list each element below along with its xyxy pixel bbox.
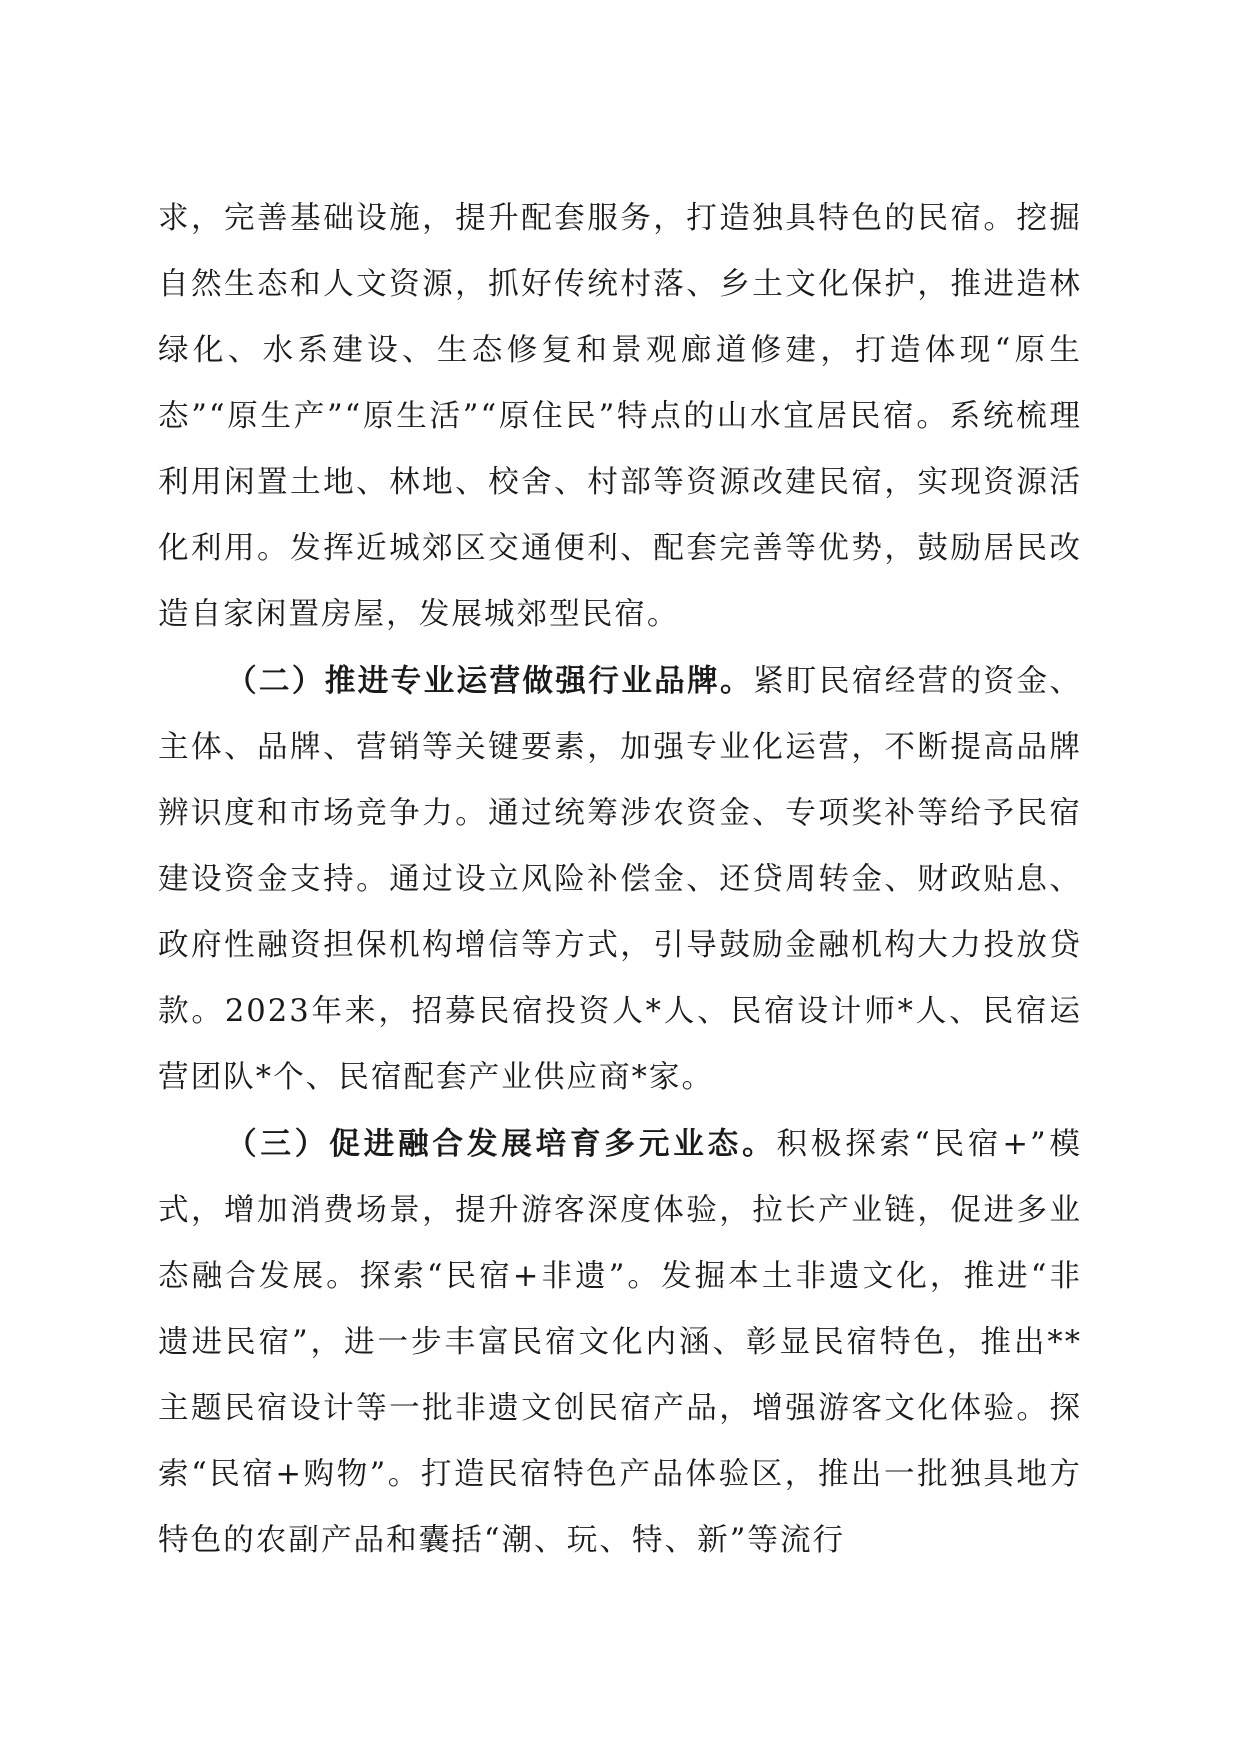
paragraph-professional-operation: [158, 648, 1082, 1111]
paragraph-3-body: 积极探索“民宿+”模式，增加消费场景，提升游客深度体验，拉长产业链，促进多业态融合发展。探索“民宿+非遗”。发掘本土非遗文化，推进“非遗进民宿”，进一步丰富民宿文化内涵、彰显民宿特色，推出**主题民宿设计等一批非遗文创民宿产品，增强游客文化体验。探索“民宿+购物”。打造民宿特色产品体验区，推出一批独具地方特色的农副产品和囊括“潮、玩、特、新”等流行: [158, 1127, 1082, 1558]
paragraph-integrated-development: [158, 1111, 1082, 1574]
paragraph-continued: [158, 186, 1082, 648]
paragraph-1-body: 求，完善基础设施，提升配套服务，打造独具特色的民宿。挖掘自然生态和人文资源，抓好传统村落、乡土文化保护，推进造林绿化、水系建设、生态修复和景观廊道修建，打造体现“原生态”“原生产”“原生活”“原住民”特点的山水宜居民宿。系统梳理利用闲置土地、林地、校舍、村部等资源改建民宿，实现资源活化利用。发挥近城郊区交通便利、配套完善等优势，鼓励居民改造自家闲置房屋，发展城郊型民宿。: [158, 201, 1082, 632]
paragraph-2-body: 紧盯民宿经营的资金、主体、品牌、营销等关键要素，加强专业化运营，不断提高品牌辨识度和市场竞争力。通过统筹涉农资金、专项奖补等给予民宿建设资金支持。通过设立风险补偿金、还贷周转金、财政贴息、政府性融资担保机构增信等方式，引导鼓励金融机构大力投放贷款。2023年来，招募民宿投资人*人、民宿设计师*人、民宿运营团队*个、民宿配套产业供应商*家。: [158, 664, 1083, 1095]
section-heading-3: （三）促进融合发展培育多元业态。: [226, 1126, 777, 1162]
section-heading-2: （二）推进专业运营做强行业品牌。: [226, 663, 753, 699]
document-body: [158, 186, 1082, 1574]
